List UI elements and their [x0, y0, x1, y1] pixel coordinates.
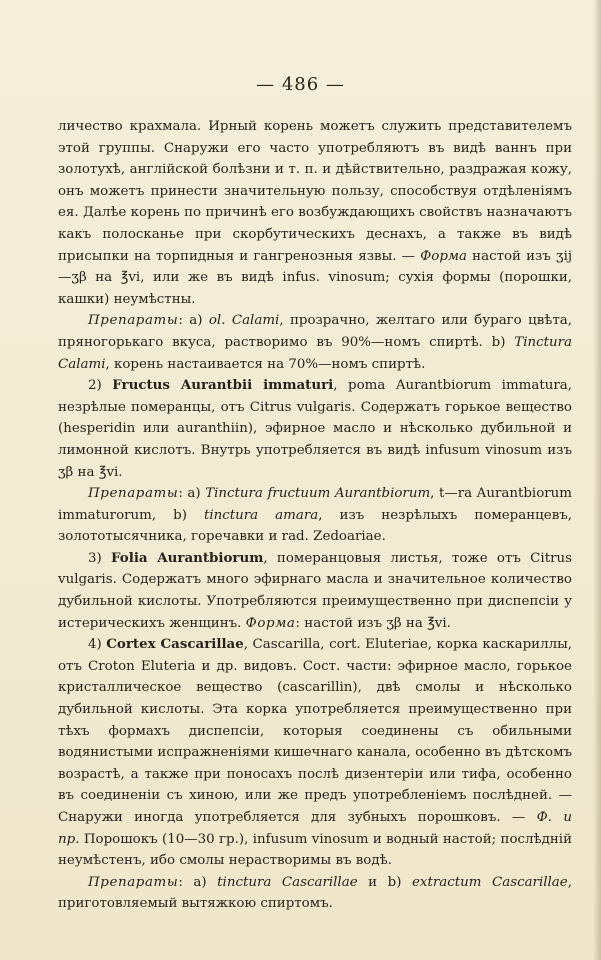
paragraph-cortex-cascarillae	[58, 634, 572, 872]
item-number: 3)	[88, 550, 102, 566]
folia-forma-text: : настой изъ ʒβ на ℥vi.	[295, 615, 451, 631]
tinctura-amara-desc: , изъ незрѣлыхъ померанцевъ, золототысячника, горечавки и rad. Zedoariae.	[58, 507, 573, 545]
list-marker: : a)	[178, 486, 201, 502]
ol-calami-desc: , прозрачно, желтаго или бураго цвѣта, пряногорькаго вкуса, растворимо въ 90%—номъ спиртѣ. b)	[58, 313, 573, 350]
paragraph-fructus-aurantii	[58, 375, 572, 483]
fructus-aurantii-title: Fructus Aurantbii immaturi	[112, 377, 334, 394]
folia-aurantii-title: Folia Aurantbiorum	[111, 549, 264, 566]
tinctura-cascarillae: tinctura Cascarillae	[217, 874, 358, 890]
item-number: 2)	[88, 378, 102, 394]
extractum-cascarillae: extractum Cascarillae	[411, 874, 568, 890]
iris-text: личество крахмала. Ирный корень можетъ служить представителемъ этой группы. Снаружи его часто употребляютъ въ видѣ ваннъ при золотухѣ, англійской болѣзни и т. п. и дѣйствительно, раздражая кожу, онъ можетъ принести значительную пользу, способствуя отдѣленіямъ ея. Далѣе корень по причинѣ его возбуждающихъ свойствъ назначаютъ какъ полосканье при скорбутическихъ деснахъ, а также въ видѣ присыпки на торпидныя и гангренозныя язвы. —	[58, 119, 572, 264]
cortex-cascarillae-desc: , Cascarilla, cort. Eluteriae, корка каскариллы, отъ Croton Eluteria и др. видовъ. Сост. части: эфирное масло, горькое кристаллическое вещество (cascarillin), двѣ смолы и нѣсколько дубильной кислоты. Эта корка употребляется преимущественно при тѣхъ формахъ диспепсіи, которыя соединены съ обильными водянистыми испражненіями кишечнаго канала, особенно въ дѣтскомъ возрастѣ, а также при поносахъ послѣ дизентеріи или тифа, особенно въ соединеніи съ хиною, или же предъ употребленіемъ послѣдней. — Снаружи иногда употребляется для зубныхъ порошковъ. —	[58, 637, 573, 825]
paragraph-iris	[58, 116, 572, 310]
cortex-cascarillae-title: Cortex Cascarillae	[106, 636, 244, 653]
list-marker: : a)	[178, 874, 207, 890]
tinctura-calami-desc: , корень настаивается на 70%—номъ спиртѣ.	[105, 356, 426, 372]
tinctura-calami: Tinctura Calami	[58, 334, 572, 372]
paragraph-preparations-aurantii	[58, 483, 572, 548]
cascarilla-forma-text: Порошокъ (10—30 гр.), infusum vinosum и водный настой; послѣдній неумѣстенъ, ибо смолы нерастворимы въ водѣ.	[58, 831, 572, 869]
tinctura-amara: tinctura amara	[203, 507, 319, 523]
folia-aurantii-desc: , померанцовыя листья, тоже отъ Citrus vulgaris. Содержатъ много эфирнаго масла и значительное количество дубильной кислоты. Употребляются преимущественно при диспепсіи у истерическихъ женщинъ.	[58, 550, 572, 631]
paragraph-folia-aurantii	[58, 548, 572, 634]
fructus-aurantii-desc: , poma Aurantbiorum immatura, незрѣлые померанцы, отъ Citrus vulgaris. Содержатъ горькое вещество (hesperidin или auranthiin), эфирное масло и нѣсколько дубильной и лимонной кислотъ. Внутрь употребляется въ видѣ infusum vinosum изъ ʒβ на ℥vi.	[58, 378, 572, 480]
extractum-desc: , приготовляемый вытяжкою спиртомъ.	[58, 874, 572, 912]
conjunction: и b)	[368, 874, 402, 890]
tinctura-fructuum: Tinctura fructuum Aurantbiorum	[205, 486, 431, 502]
forma-abbrev: Ф. и пр.	[58, 810, 572, 847]
item-number: 4)	[88, 637, 102, 653]
page-edge-shadow	[593, 0, 601, 960]
list-marker: : a)	[178, 313, 203, 329]
preparations-label: Препараты	[88, 874, 179, 890]
ol-calami: ol. Calami	[208, 313, 280, 329]
page-number: — 486 —	[256, 74, 345, 95]
forma-label: Форма	[245, 615, 296, 631]
iris-forma-text: настой изъ ʒij—ʒβ на ℥vi, или же въ видѣ infus. vinosum; сухія формы (порошки, кашки) неумѣстны.	[58, 248, 573, 307]
paragraph-preparations-cascarilla	[58, 872, 572, 915]
body-text	[58, 116, 572, 915]
preparations-label: Препараты	[88, 486, 179, 502]
forma-label: Форма	[420, 248, 468, 264]
tinctura-fructuum-desc: , t—ra Aurantbiorum immaturorum, b)	[58, 486, 572, 523]
preparations-label: Препараты	[88, 313, 179, 329]
paragraph-preparations-calamus	[58, 310, 572, 375]
